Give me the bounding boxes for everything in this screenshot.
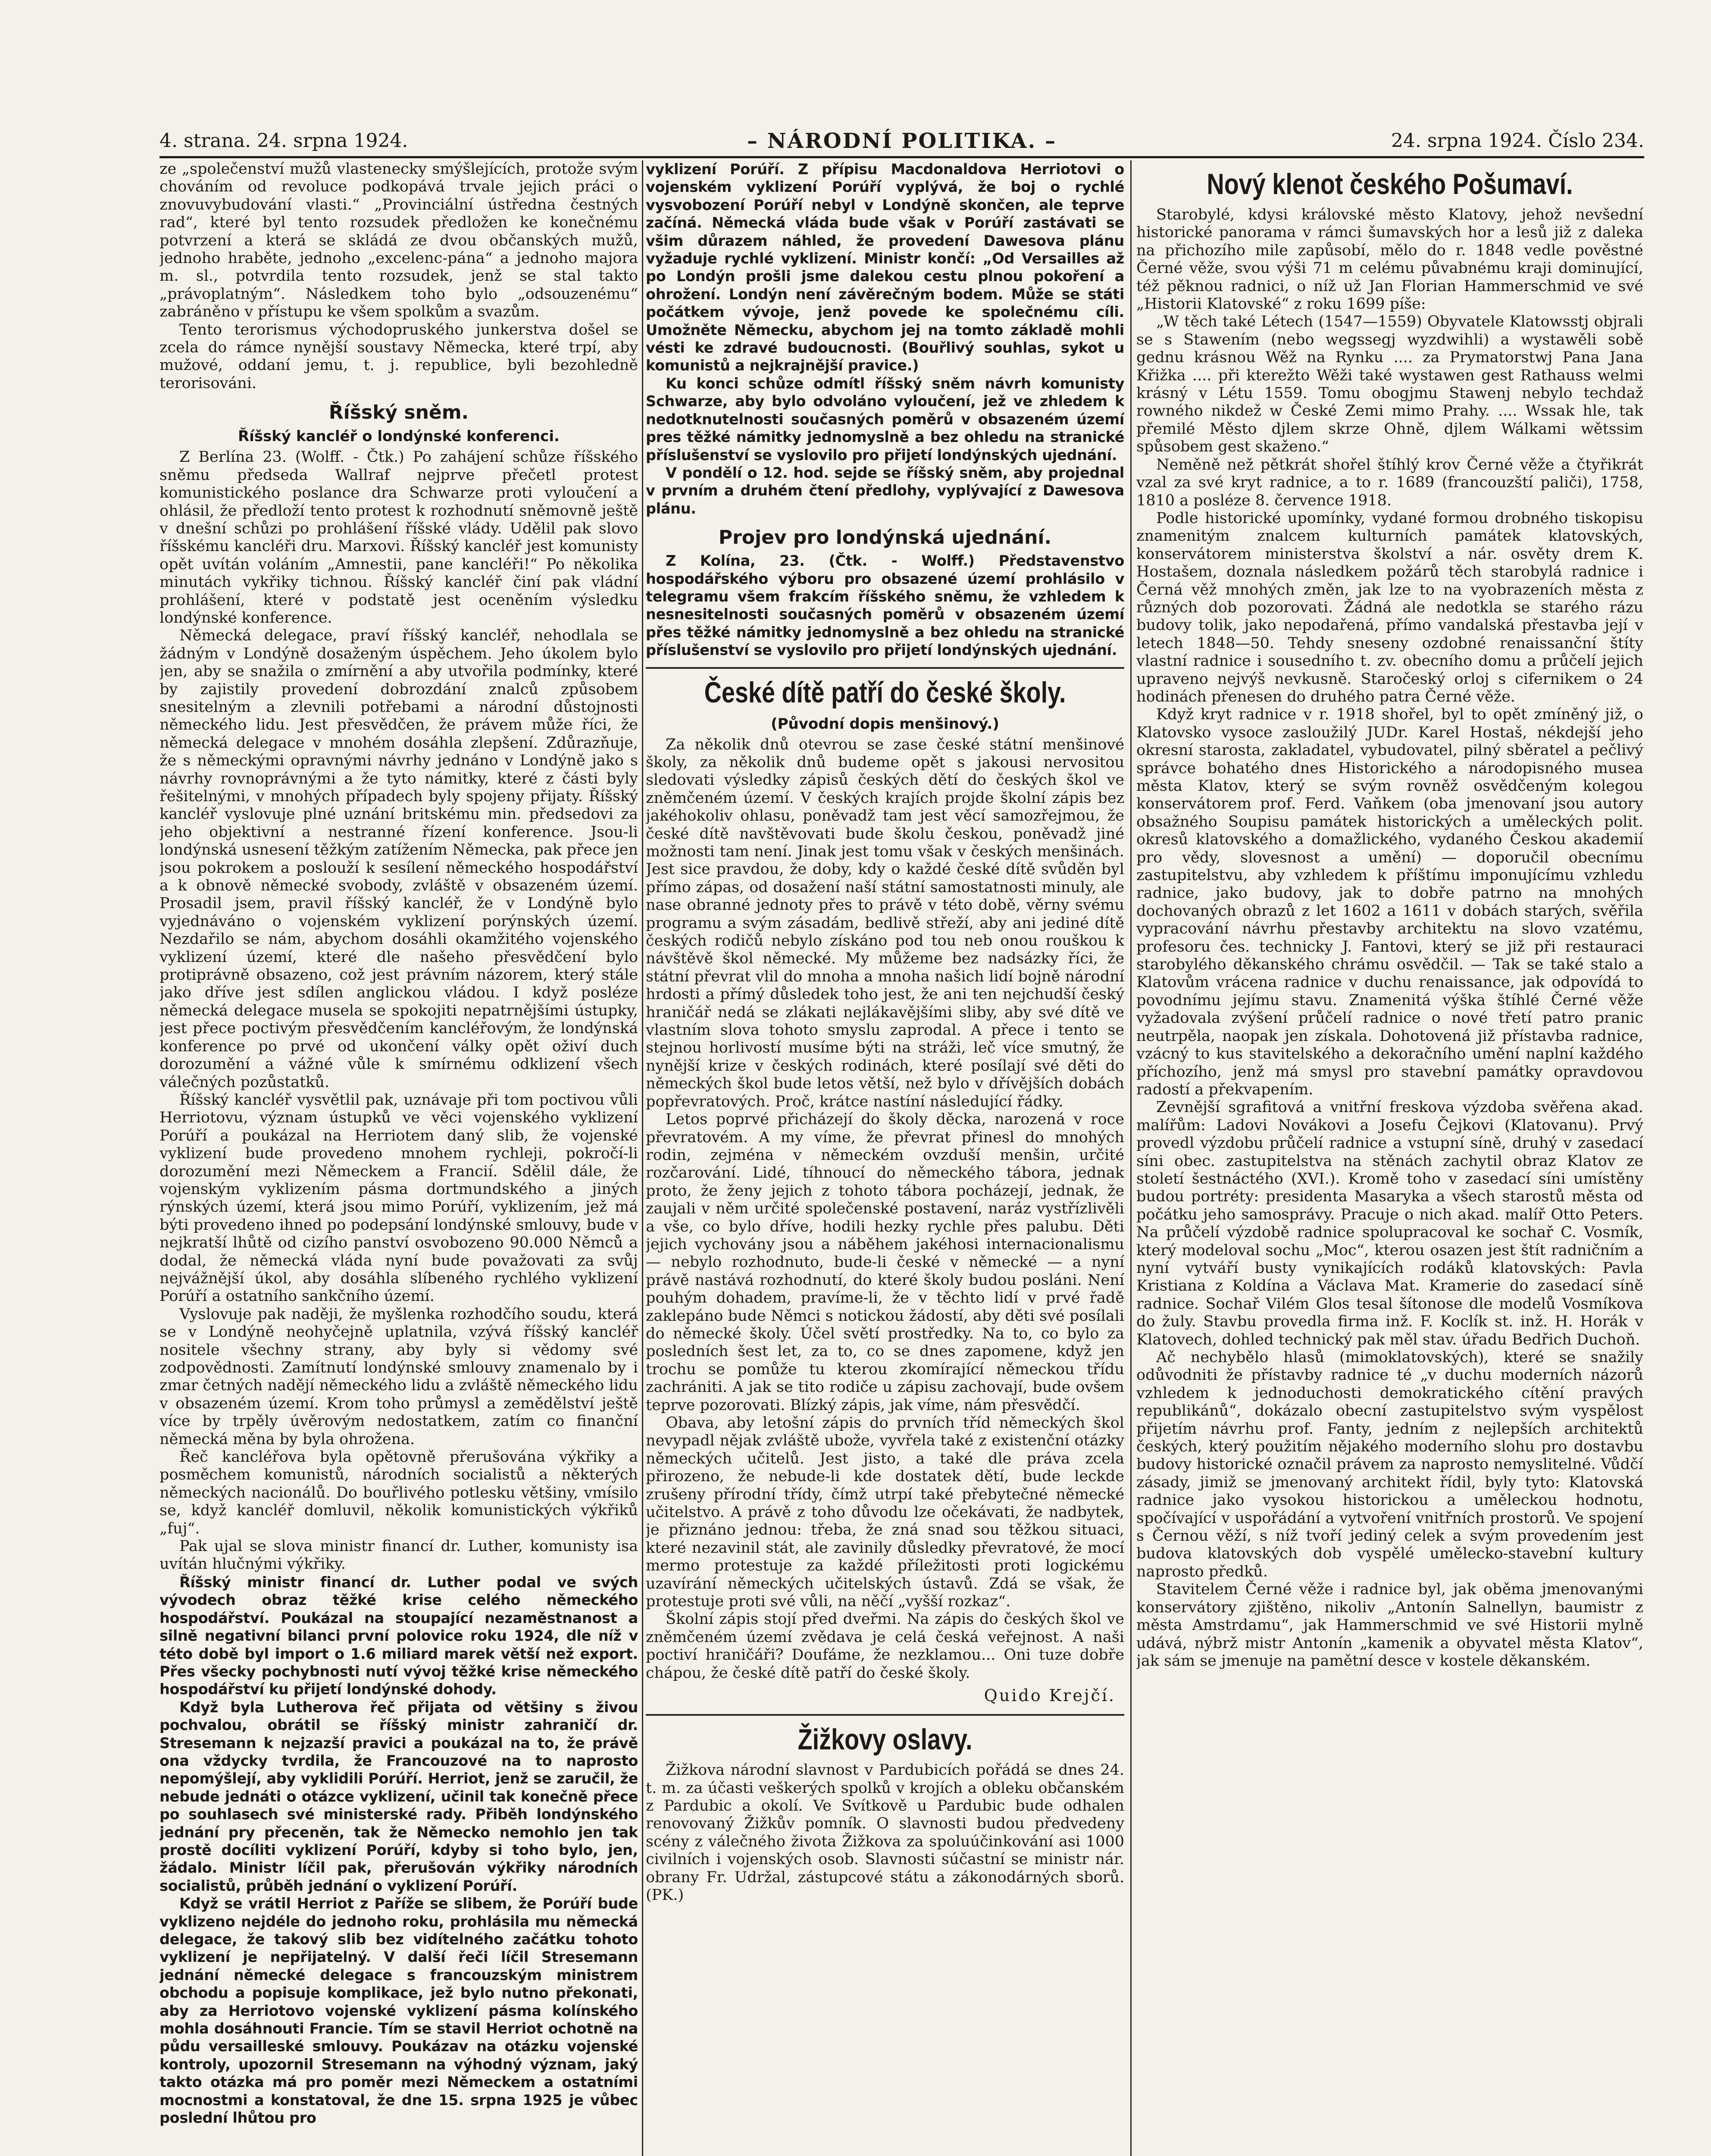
column-1 <box>160 160 638 2156</box>
column-divider <box>1130 160 1132 2156</box>
article-paragraph: „W těch také Létech (1547—1559) Obyvatele Klatowsstj objrali se s Stawením (nebo wegssegj wyzdwihli) a wystawěli sobě gednu krásnou Wěž na Rynku .... za Prymatorstwj Pana Jana Křižka .... při kterežto Wěži také wystawen gest Rathauss welmi krásný v Létu 1559. Tomu obogjmu Stawenj nebylo techdaž rowného nikdež w České Zemi mimo Prahy. .... Wssak hle, tak přemilé Město djlem skrze Ohně, djlem Wálkami wětssim spůsobem gest skaženo.“ <box>1136 313 1643 456</box>
article-paragraph: Pak ujal se slova ministr financí dr. Luther, komunisty isa uvítán hlučnými výkřiky. <box>160 1538 638 1573</box>
header-rule <box>160 156 1644 158</box>
article-paragraph: vyklizení Porúří. Z přípisu Macdonaldova Herriotovi o vojenském vyklizení Porúří vyplývá, že boj o rychlé vysvobození Porúří nebyl v Londýně skončen, ale teprve začíná. Německá vláda bude však v Porúří zastávati se všim důrazem náhled, že provedení Dawesova plánu vyžaduje rychlé vyklizení. Ministr končí: „Od Versailles až po Londýn prošli jsme dalekou cestu plnou pokoření a ohrožení. Londýn není závěrečným bodem. Může se státi počátkem vývoje, jenž povede ke společnému cíli. Umožněte Německu, abychom jej na tomto základě mohli vésti ke zdravé budoucnosti. (Bouřlivý souhlas, sykot u komunistů a nejkrajnější pravice.) <box>646 161 1124 374</box>
section-heading: Říšský sněm. <box>328 401 469 424</box>
masthead-title: – NÁRODNÍ POLITIKA. – <box>747 129 1057 153</box>
article-paragraph: Školní zápis stojí před dveřmi. Na zápis do českých škol ve zněmčeném území zvědava je celá česká veřejnost. A naši poctiví hraničáři? Doufáme, že nezklamou... Oni tuze dobře chápou, že české dítě patří do české školy. <box>646 1611 1124 1682</box>
article-paragraph: Podle historické upomínky, vydané formou drobného tiskopisu znamenitým znalcem kulturních památek klatovských, konservátorem ministerstva školství a nár. osvěty drem K. Hostašem, doznala následkem požárů těch starobylá radnice i Černá věž mnohých změn, jak lze to na vyobrazeních města z různých dob pozorovati. Žádná ale nedotkla se starého rázu budovy tolik, jako nepodařená, přímo vandalská přestavba její v letech 1848—50. Tehdy sneseny ozdobné renaissanční štíty vlastní radnice i sousedního t. zv. obecního domu a průčelí jejich upraveno nejvýš nevkusně. Staročeský orloj s cifernikem o 24 hodinách přenesen do druhého patra Černé věže. <box>1136 509 1643 705</box>
article-title: Žižkovy oslavy. <box>798 1723 973 1756</box>
column-3 <box>1136 160 1643 2156</box>
author-signature: Quido Krejčí. <box>984 1686 1116 1705</box>
article-paragraph: Říšský ministr financí dr. Luther podal ve svých vývodech obraz těžké krise celého německého hospodářství. Poukázal na stoupající nezaměstnanost a silně negativní bilanci první polovice roku 1924, dle níž v této době byl import o 1.6 miliard marek větší než export. Přes všecky pochybnosti nutí vývoj těžké krise německého hospodářství ku přijetí londýnské dohody. <box>160 1573 638 1698</box>
article-paragraph: Ku konci schůze odmítl říšský sněm návrh komunisty Schwarze, aby bylo odvoláno vyloučení, jež ve zhledem k nedotknutelnosti současných poměrů v obsazeném území pres těžké námitky jednomyslně a bez ohledu na stranické příslušenství se vyslovilo pro přijetí londýnských ujednání. <box>646 375 1124 464</box>
article-paragraph: Žižkova národní slavnost v Pardubicích pořádá se dnes 24. t. m. za účasti veškerých spolků v krojích a obleku občanském z Pardubic a okolí. Ve Svítkově u Pardubic bude odhalen renovovaný Žižkův pomník. O slavnosti budou předvedeny scény z válečného života Žižkova za spoluúčinkování asi 1000 civilních i vojenských osob. Slavnosti súčastní se ministr nár. obrany Fr. Udržal, zástupcové státu a zákonodárných sborů. (PK.) <box>646 1761 1124 1904</box>
article-subheading: (Původní dopis menšinový.) <box>771 715 999 733</box>
column-2 <box>646 160 1124 2156</box>
article-paragraph: Řeč kancléřova byla opětovně přerušována výkřiky a posměchem komunistů, národních socialistů a některých německých nacionálů. Do bouřlivého potlesku většiny, vmísilo se, když kancléř domluvil, několik komunistických výkřiků „fuj“. <box>160 1448 638 1537</box>
column-divider <box>642 160 643 2156</box>
article-paragraph: Když byla Lutherova řeč přijata od většiny s živou pochvalou, obrátil se říšský ministr zahraničí dr. Stresemann k nejzazší pravici a poukázal na to, že právě ona vždycky tvrdila, že Francouzové na to naprosto nepomýšlejí, aby vyklidili Porúří. Herriot, jenž se zaručil, že nebude jednáti o otázce vyklizení, učinil tak konečně přece po souhlasech své ministerské rady. Přiběh londýnského jednání pry přeceněn, tak že Německo nemohlo jen tak prostě docíliti vyklizení Porúří, kdyby si toho bylo, jen, žádalo. Ministr líčil pak, přerušován výkřiky národních socialistů, průběh jednání o vyklizení Porúří. <box>160 1698 638 1894</box>
article-paragraph: Tento terorismus východopruského junkerstva došel se zcela do rámce nynější soustavy Německa, které trpí, aby mužové, oddaní jemu, t. j. republice, byli bezohledně terorisováni. <box>160 321 638 392</box>
article-separator <box>646 1714 1124 1716</box>
article-paragraph: Letos poprvé přicházejí do školy děcka, narozená v roce převratovém. A my víme, že převrat přinesl do mnohých rodin, zejména v německém ovzduší menšin, určité rozčarování. Lidé, tíhnoucí do německého tábora, jednak proto, že ženy jejich z tohoto tábora pocházejí, jednak, že zaujali v něm určité společenské postavení, naráz vystřízlivěli a vše, co bylo dříve, hodili hezky rychle přes palubu. Děti jejich vychovány jsou a náběhem jakéhosi internacionalismu — nebylo rozhodnuto, bude-li české v německé — a nyní právě nastává rozhodnutí, do které školy budou posláni. Není pouhým dohadem, pravíme-li, že v těchto lidí v prvé řadě zaklepáno bude Němci s notickou žádostí, aby děti své posílali do německé školy. Účel světí prostředky. Na to, co bylo za posledních šest let, za to, co se dnes zapomene, když jen trochu se pomůže tu kterou zkomírající německou třídu zachrániti. A jak se tito rodiče u zápisu zachovají, bude ovšem teprve pozorovati. Blízký zápis, jak víme, nám přesvědčí. <box>646 1111 1124 1414</box>
article-title: Nový klenot českého Pošumaví. <box>1207 168 1573 201</box>
section-heading: Projev pro londýnská ujednání. <box>718 526 1052 549</box>
article-paragraph: V pondělí o 12. hod. sejde se říšský sněm, aby projednal v prvním a druhém čtení předlohy, vyplývající z Dawesova plánu. <box>646 464 1124 517</box>
article-paragraph: Z Kolína, 23. (Čtk. - Wolff.) Představenstvo hospodářského výboru pro obsazené území prohlásilo v telegramu všem frakcím říšského sněmu, že vzhledem k nesnesitelnosti současných poměrů v obsazeném území přes těžké námitky jednomyslně a bez ohledu na stranické příslušenství se vyslovilo pro přijetí londýnských ujednání. <box>646 552 1124 659</box>
article-paragraph: Z Berlína 23. (Wolff. - Čtk.) Po zahájení schůze říšského sněmu předseda Wallraf nejprve přečetl protest komunistického poslance dra Schwarze proti vyloučení a ohlásil, že předloží tento protest k rozhodnutí sněmovně ještě v dnešní schůzi po prohlášení říšské vlády. Udělil pak slovo říšskému kancléři dru. Marxovi. Říšský kancléř jest komunisty opět uvítán voláním „Amnestii, pane kancléři!“ Po několika minutách vykřiky tichnou. Říšský kancléř činí pak vládní prohlášení, které v podstatě jest oceněním výsledku londýnské konference. <box>160 448 638 627</box>
article-paragraph: Vyslovuje pak naději, že myšlenka rozhodčího soudu, která se v Londýně neohyčejně uplatnila, vzývá říšský kancléř nositele všechny strany, aby byly si vědomy své zodpovědnosti. Zamítnutí londýnské smlouvy znamenalo by i zmar četných nadějí německého lidu a zvláště německého lidu v obsazeném území. Krom toho průmysl a zemědělství ještě více by trpěly úvěrovým nedostatkem, zatím co finanční německá měna by byla ohrožena. <box>160 1305 638 1448</box>
article-title: České dítě patří do české školy. <box>704 676 1066 709</box>
article-paragraph: Zevnější sgrafitová a vnitřní freskova výzdoba svěřena akad. malířům: Ladovi Novákovi a Josefu Čejkovi (Klatovanu). Prvý provedl výzdobu průčelí radnice a vstupní síně, druhý v zasedací síni obec. zastupitelstva na stěnách zachytil obraz Klatov ze století šestnáctého (XVI.). Kromě toho v zasedací síni umístěny budou portréty: presidenta Masaryka a všech starostů města od počátku jeho samosprávy. Pracuje o nich akad. malíř Otto Peters. Na průčelí výzdobě radnice spolupracoval ke sochař C. Vosmík, který modeloval sochu „Moc“, kterou osazen jest štít radničním a nyní vytváří busty vynikajících rodáků klatovských: Pavla Kristiana z Koldína a Václava Mat. Kramerie do zasedací síně radnice. Sochař Vilém Glos tesal šítonose dle modelů Vosmíkova do žuly. Stavbu provedla firma inž. F. Koclík st. inž. H. Horák v Klatovech, dohled technický pak měl stav. úřadu Bedřich Duchoň. <box>1136 1099 1643 1348</box>
article-paragraph: Za několik dnů otevrou se zase české státní menšinové školy, za několik dnů budeme opět s jakousi nervositou sledovati výsledky zápisů českých dětí do českých škol ve zněmčeném území. V českých krajích projde školní zápis bez jakéhokoliv ohlasu, poněvadž tam jest věcí samozřejmou, že české dítě navštěvovati bude školu českou, poněvadž jiné možnosti tam není. Jinak jest tomu však v českých menšinách. Jest sice pravdou, že doby, kdy o každé české dítě svůděn byl přímo zápas, od dosažení naší státní samostatnosti minuly, ale nase obranné jednoty přes to právě v této době, věrny svému programu a svým zásadám, bedlivě střeží, aby ani jediné dítě českých rodičů nebylo získáno pod tou neb onou rouškou k návštěvě škol německé. My můžeme bez nadsázky říci, že státní převrat vlil do mnoha a mnoha našich lidí bojně národní hrdosti a přímý důsledek toho jest, že ani ten nejchudší český hraničář nedá se zlákati nejlákavějšími sliby, aby své dítě ve vlastním slova tohoto smyslu zaprodal. A přece i tento se stejnou horlivostí musíme býti na stráži, leč více smutný, že nynější krize v českých rodinách, které posílají své děti do německých škol bude letos větší, než bylo v dřívějších dobách popřevratových. Proč, krátce nastíní následující řádky. <box>646 736 1124 1110</box>
header-issue-number: 24. srpna 1924. Číslo 234. <box>1391 130 1644 152</box>
article-paragraph: Starobylé, kdysi královské město Klatovy, jehož nevšední historické panorama v rámci šumavských hor a lesů již z daleka na přichozího mile zapůsobí, mělo do r. 1848 vedle pověstné Černé věže, svou výši 71 m celému půvabnému kraji dominující, též pěknou radnici, o níž už Jan Florian Hammerschmid ve své „Historii Klatovské“ z roku 1699 píše: <box>1136 206 1643 313</box>
article-paragraph: Stavitelem Černé věže i radnice byl, jak oběma jmenovanými konservátory zjištěno, nikoliv „Antonín Salnellyn, baumistr z města Amstrdamu“, jak Hammerschmid ve své Historii mylně udává, nýbrž mistr Antonín „kamenik a obyvatel města Klatov“, jak sám se jmenuje na pamětní desce v kostele děkanském. <box>1136 1581 1643 1670</box>
article-paragraph: ze „společenství mužů vlastenecky smýšlejících, protože svým chováním od revoluce podkopává trvale jejich práci o znovuvybudování vlasti.“ „Provinciální ústředna čestných rad“, které byl tento rozsudek předložen ke konečnému potvrzení a která se skládá ze dvou občanských mužů, jednoho hraběte, jednoho „excelenc-pána“ a jednoho majora m. sl., potvrdila tento rozsudek, jenž se stal takto „právoplatným“. Následkem toho bylo „odsouzenému“ zabráněno v přístupu ke všem spolkům a svazům. <box>160 160 638 321</box>
article-paragraph: Říšský kancléř vysvětlil pak, uznávaje při tom poctivou vůli Herriotovu, význam ústupků ve věci vojenského vyklizení Porúří a poukázal na Herriotem daný slib, že vojenské vyklizení bude provedeno mnohem rychleji, pokročí-li dorozumění mezi Německem a Francií. Sdělil dále, že vojenským vyklizením pásma dortmundského a jiných rýnských území, která jsou mimo Porúří, vyklizením, jež má býti provedeno ihned po podepsání londýnské smlouvy, bude v nejkratší lhůtě od cizího panství osvobozeno 90.000 Němců a dodal, že německá vláda nyní bude považovati za svůj nejvážnější úkol, aby dosáhla slíbeného rychlého vyklizení Porúří a ostatního sankčního území. <box>160 1091 638 1305</box>
page-header <box>160 126 1644 156</box>
article-paragraph: Neměně než pětkrát shořel štíhlý krov Černé věže a čtyřikrát vzal za své kryt radnice, a to r. 1689 (francouzští paliči), 1758, 1810 a posléze 8. července 1918. <box>1136 456 1643 509</box>
article-paragraph: Když se vrátil Herriot z Paříže se slibem, že Porúří bude vyklizeno nejdéle do jednoho roku, prohlásila mu německá delegace, že takový slib bez vidítelného začátku tohoto vyklizení je nepřijatelný. V další řeči líčil Stresemann jednání německé delegace s francouzským ministrem obchodu a popisuje komplikace, jež bylo nutno překonati, aby za Herriotovo vojenské vyklizení pásma kolínského mohla dosáhnouti Francie. Tím se stavil Herriot ochotně na půdu versailleské smlouvy. Poukázav na otázku vojenské kontroly, upozornil Stresemann na výhodný význam, jaký takto otázka má pro poměr mezi Německem a ostatními mocnostmi a konstatoval, že dne 15. srpna 1925 je vůbec poslední lhůtou pro <box>160 1895 638 2127</box>
article-paragraph: Obava, aby letošní zápis do prvních tříd německých škol nevypadl nějak zvláště ubože, vyvřela také z existenční otázky německých učitelů. Jest jisto, a také dle práva zcela přirozeno, že nebude-li kde dostatek dětí, bude leckde zrušeny přírodní třídy, čímž utrpí také přebytečné německé učitelstvo. A právě z toho důvodu lze očekávati, že nadbytek, je přiznáno jednou: třeba, že zná snad sou těžkou situaci, které nezavinil stát, ale zavinily důsledky převratové, že mocí mermo protestuje za každé příležitosti proti logickému uzavírání německých učitelských ústavů. Zdá se však, že protestuje proti své vůli, na něčí „vyšší rozkaz“. <box>646 1414 1124 1611</box>
header-date-left: 4. strana. 24. srpna 1924. <box>160 130 408 152</box>
article-paragraph: Německá delegace, praví říšský kancléř, nehodlala se žádným v Londýně dosaženým úspěchem. Jeho úkolem bylo jen, aby se snažila o zmírnění a aby utvořila podmínky, které by zajistily provedení dobrozdání znalců způsobem snesitelným a zlevnili potřebami a národní důstojnosti německého lidu. Jest přesvědčen, že právem může říci, že německá delegace v mnohém dosáhla zlepšení. Zdůrazňuje, že s německými opravnými návrhy jednáno v Londýně jako s návrhy rovnoprávnými a že tyto námitky, které z části byly řešitelnými, v mnohých případech byly spojeny přijaty. Říšský kancléř vyslovuje plné uznání britskému min. předsedovi za jeho objektivní a nestranné řízení konference. Jsou-li londýnská usnesení těžkým zatížením Německa, pak přece jen jsou pokrokem a poslouží k sesílení německého hospodářství a k obnově německé svobody, zvláště v obsazeném území. Prosadil jsem, pravil říšský kancléř, že v Londýně bylo vyjednáváno o vojenském vyklizení porýnských území. Nezdařilo se nám, abychom dosáhli okamžitého vojenského vyklizení území, které dle našeho přesvědčení bylo protiprávně obsazeno, což jest právním názorem, který stále jako dříve jest sdílen anglickou vládou. I když posléze německá delegace musela se spokojiti nepatrnějšími ústupky, jest přece poctivým přesvědčením kancléřovým, že londýnská konference po prvé od ukončení války opět oživí duch dorozumění a vážné vůle k smírnému odklizení všech válečných pozůstatků. <box>160 627 638 1091</box>
article-subheading: Říšský kancléř o londýnské konferenci. <box>238 428 560 445</box>
article-separator <box>646 667 1124 669</box>
article-paragraph: Když kryt radnice v r. 1918 shořel, byl to opět zmíněný již, o Klatovsko vysoce zasloužilý JUDr. Karel Hostaš, nékdejší jeho okresní starosta, zakladatel, vybudovatel, pilný sběratel a pečlivý správce bohatého dnes Historického a národopisného musea města Klatov, který se svým rovněž osvědčeným kolegou konservátorem prof. Ferd. Vaňkem (oba jmenovaní jsou autory obsažného Soupisu památek historických a uměleckých polit. okresů klatovského a domažlického, vydaného Českou akademií pro vědy, slovesnost a umění) — doporučil obecnímu zastupitelstvu, aby vzhledem k příštímu imponujícímu vzhledu radnice, jako budovy, jak to dobře patrno na mnohých dochovaných obrazů z let 1602 a 1611 v dobách starých, svěřila vypracování návrhu přestavby architektu na slovo vzatému, profesoru čes. technicky J. Fantovi, který se již při restauraci starobylého děkanského chrámu osvědčil. — Tak se také stalo a Klatovům vrácena radnice v duchu renaissance, jak odpovídá to povodnímu jejímu stavu. Znamenitá výška štíhlé Černé věže vyžadovala zvýšení průčelí radnice o nové třetí patro pranic neutrpěla, naopak jen získala. Dohotovená již přístavba radnice, vzácný to kus stavitelského a dekoračního umění naplní každého příchozího, jenž má smysl pro stavební památky opravdovou radostí a překvapením. <box>1136 706 1643 1098</box>
article-paragraph: Ač nechybělo hlasů (mimoklatovských), které se snažily odůvodniti že přístavby radnice té „v duchu moderních názorů vzhledem k jednoduchosti demokratického cítění pravých republikánů“, dokázalo obecní zastupitelstvo svým vyspělost přijetím návrhu prof. Fanty, jedním z nejlepších architektů českých, který použitím nějakého moderního slohu pro dostavbu budovy historické označil právem za naprosto nemyslitelné. Vůdčí zásady, jimiž se jmenovaný architekt řídil, byly tyto: Klatovská radnice jako vysokou historickou a uměleckou hodnotu, spočívající v uspořádání a vytvoření vnitřních prostorů. Ve spojení s Černou věží, s níž tvoří jediný celek a svým provedením jest budova klatovských dob vyspělé umělecko-stavební kultury naprosto předků. <box>1136 1349 1643 1580</box>
